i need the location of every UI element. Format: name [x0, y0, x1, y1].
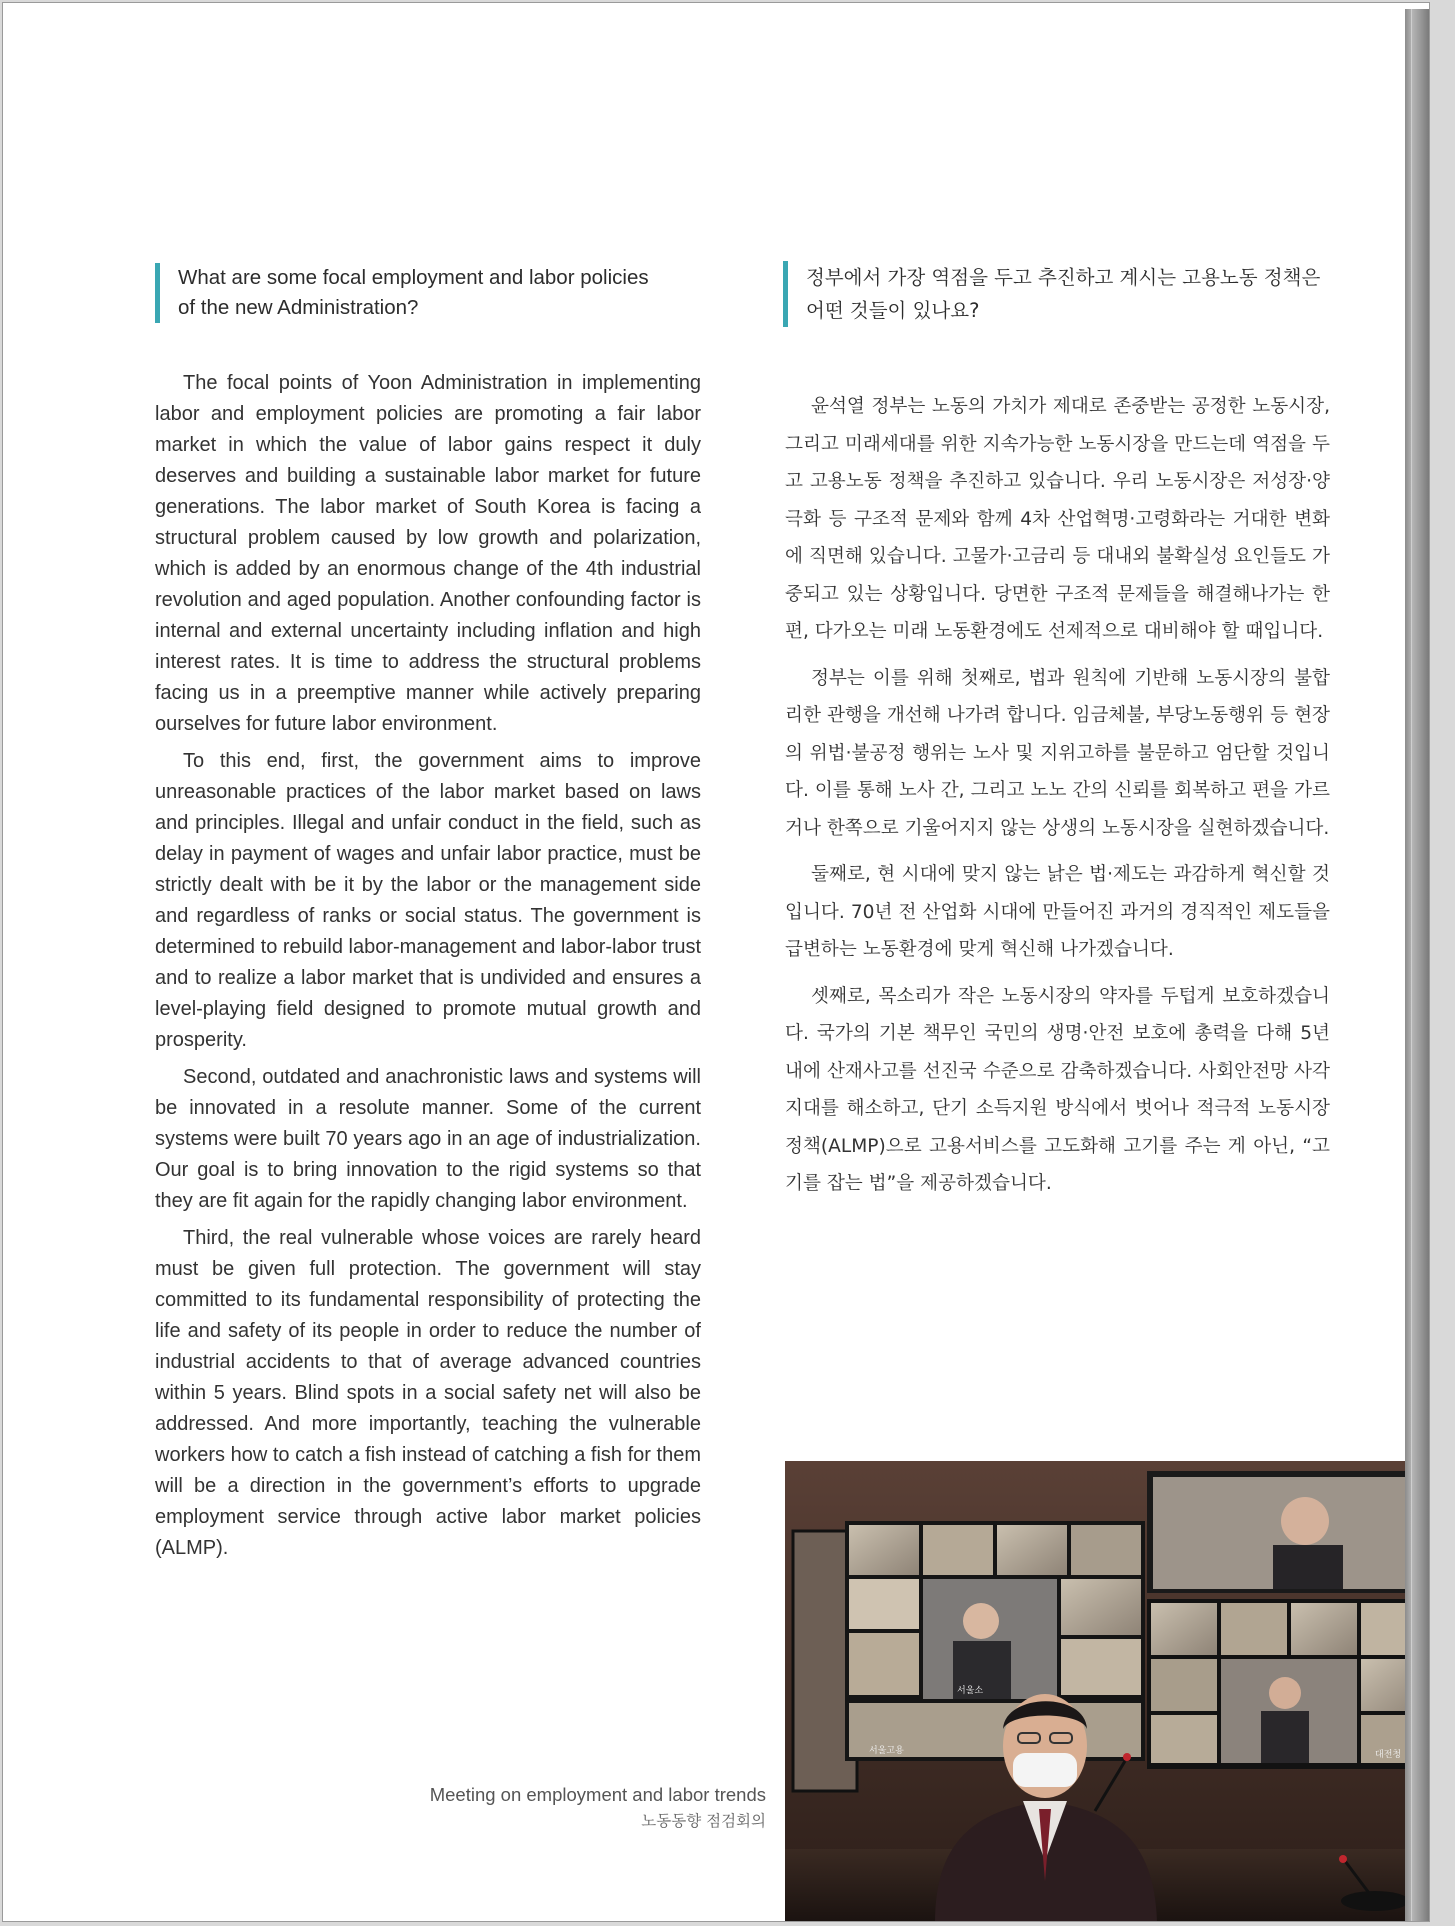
paragraph: 정부는 이를 위해 첫째로, 법과 원칙에 기반해 노동시장의 불합리한 관행을 개선해 나가려 합니다. 임금체불, 부당노동행위 등 현장의 위법·불공정 행위는 노사 및 지위고하를 불문하고 엄단할 것입니다. 이를 통해 노사 간, 그리고 노노 간의 신뢰를 회복하고 편을 가르거나 한쪽으로 기울어지지 않는 상생의 노동시장을 실현하겠습니다. [785, 667, 1330, 839]
caption-english: Meeting on employment and labor trends [429, 1784, 766, 1805]
answer-english [155, 368, 701, 1570]
question-line: What are some focal employment and labor policies [178, 266, 649, 289]
paragraph: To this end, first, the government aims to improve unreasonable practices of the labor market based on laws and principles. Illegal and unfair conduct in the field, such as delay in payment of wages and unfair labor practice, must be strictly dealt with be it by the labor or the management side and regardless of ranks or social status. The government is determined to rebuild labor-management and labor-labor trust and to realize a labor market that is undivided and ensures a level-playing field designed to promote mutual growth and prosperity. [155, 750, 701, 1051]
screen-label: 서울소 [957, 1686, 984, 1696]
caption-korean: 노동동향 점검회의 [641, 1812, 766, 1830]
question-korean [783, 261, 1366, 327]
paragraph: Third, the real vulnerable whose voices are rarely heard must be given full protection. The government will stay committed to its fundamental responsibility of protecting the life and safety of its people in order to reduce the number of industrial accidents to that of average advanced countries within 5 years. Blind spots in a social safety net will also be addressed. And more importantly, teaching the vulnerable workers how to catch a fish instead of catching a fish for them will be a direction in the government’s efforts to upgrade employment service through active labor market policies (ALMP). [155, 1227, 701, 1559]
screen-label: 대전청 [1375, 1750, 1402, 1760]
page-edge [1405, 9, 1429, 1922]
video-wall-right [1147, 1471, 1430, 1769]
paragraph: 윤석열 정부는 노동의 가치가 제대로 존중받는 공정한 노동시장, 그리고 미래세대를 위한 지속가능한 노동시장을 만드는데 역점을 두고 고용노동 정책을 추진하고 있습니다. 우리 노동시장은 저성장·양극화 등 구조적 문제와 함께 4차 산업혁명·고령화라는 거대한 변화에 직면해 있습니다. 고물가·고금리 등 대내외 불확실성 요인들도 가중되고 있는 상황입니다. 당면한 구조적 문제들을 해결해나가는 한편, 다가오는 미래 노동환경에도 선제적으로 대비해야 할 때입니다. [785, 396, 1330, 642]
question-english [155, 263, 738, 323]
photo-caption [430, 1781, 766, 1833]
paragraph: 셋째로, 목소리가 작은 노동시장의 약자를 두텁게 보호하겠습니다. 국가의 기본 책무인 국민의 생명·안전 보호에 총력을 다해 5년 내에 산재사고를 선진국 수준으로 감축하겠습니다. 사회안전망 사각지대를 해소하고, 단기 소득지원 방식에서 벗어나 적극적 노동시장 정책(ALMP)으로 고용서비스를 고도화해 고기를 주는 게 아닌, “고기를 잡는 법”을 제공하겠습니다. [785, 985, 1330, 1194]
question-line: of the new Administration? [178, 296, 419, 319]
paragraph: The focal points of Yoon Administration in implementing labor and employment policies are promoting a fair labor market in which the value of labor gains respect it duly deserves and building a sustainable labor market for future generations. The labor market of South Korea is facing a structural problem caused by low growth and polarization, which is added by an enormous change of the 4th industrial revolution and aged population. Another confounding factor is internal and external uncertainty including inflation and high interest rates. It is time to address the structural problems facing us in a preemptive manner while actively preparing ourselves for future labor environment. [155, 372, 701, 735]
paragraph: Second, outdated and anachronistic laws and systems will be innovated in a resolute manner. Some of the current systems were built 70 years ago in an age of industrialization. Our goal is to bring innovation to the rigid systems so that they are fit again for the rapidly changing labor environment. [155, 1066, 701, 1212]
video-wall-left [845, 1521, 1145, 1761]
document-page [2, 2, 1430, 1922]
question-line: 정부에서 가장 역점을 두고 추진하고 계시는 고용노동 정책은 [806, 266, 1321, 289]
meeting-photo [785, 1461, 1430, 1922]
paragraph: 둘째로, 현 시대에 맞지 않는 낡은 법·제도는 과감하게 혁신할 것입니다. 70년 전 산업화 시대에 만들어진 과거의 경직적인 제도들을 급변하는 노동환경에 맞게 혁신해 나가겠습니다. [785, 864, 1330, 960]
screen-label: 서울고용 [869, 1746, 904, 1756]
meeting-photo-illustration [785, 1461, 1430, 1922]
question-line: 어떤 것들이 있나요? [806, 299, 980, 322]
answer-korean [785, 388, 1330, 1212]
